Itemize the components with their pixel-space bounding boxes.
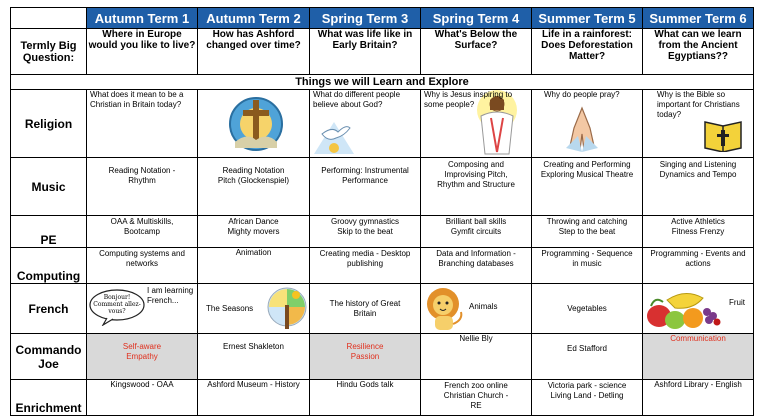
pe-cell-5: Throwing and catching Step to the beat [532, 216, 643, 248]
religion-cell-6 [643, 90, 754, 158]
term-header-1: Autumn Term 1 [87, 8, 198, 29]
computing-cell-6: Programming - Events and actions [643, 248, 754, 284]
term-header-4: Spring Term 4 [421, 8, 532, 29]
commando-cell-5: Ed Stafford [532, 334, 643, 380]
religion-text-4: Why is Jesus inspiring to some people? [424, 90, 513, 109]
computing-label: Computing [11, 248, 87, 284]
music-cell-1: Reading Notation - Rhythm [87, 158, 198, 216]
praying-hands-icon [560, 106, 604, 152]
curriculum-overview [10, 7, 753, 415]
pe-cell-1: OAA & Multiskills, Bootcamp [87, 216, 198, 248]
enrichment-row [11, 380, 754, 416]
computing-cell-3: Creating media - Desktop publishing [310, 248, 421, 284]
french-text-6: Fruit [729, 298, 745, 307]
religion-text-3: What do different people believe about God? [313, 90, 401, 109]
big-question-1: Where in Europe would you like to live? [87, 29, 198, 75]
music-cell-4: Composing and Improvising Pitch, Rhythm and Structure [421, 158, 532, 216]
pe-cell-2: African Dance Mighty movers [198, 216, 310, 248]
section-row [11, 75, 754, 90]
french-text-2: The Seasons [206, 303, 254, 313]
religion-cell-1 [87, 90, 198, 158]
music-label: Music [11, 158, 87, 216]
religion-text-6: Why is the Bible so important for Christians today? [657, 90, 740, 119]
big-question-4: What's Below the Surface? [421, 29, 532, 75]
enrichment-cell-3: Hindu Gods talk [310, 380, 421, 416]
music-cell-5: Creating and Performing Exploring Musical Theatre [532, 158, 643, 216]
religion-text-5: Why do people pray? [544, 90, 620, 99]
big-question-6: What can we learn from the Ancient Egyptians?? [643, 29, 754, 75]
music-cell-6: Singing and Listening Dynamics and Tempo [643, 158, 754, 216]
enrichment-cell-2: Ashford Museum - History [198, 380, 310, 416]
big-question-label: Termly Big Question: [11, 29, 87, 75]
enrichment-cell-1: Kingswood - OAA [87, 380, 198, 416]
big-question-3: What was life like in Early Britain? [310, 29, 421, 75]
music-cell-3: Performing: Instrumental Performance [310, 158, 421, 216]
religion-cell-5 [532, 90, 643, 158]
commando-row [11, 334, 754, 380]
church-cross-icon [227, 92, 285, 152]
term-header-2: Autumn Term 2 [198, 8, 310, 29]
bible-icon [703, 118, 743, 152]
music-cell-2: Reading Notation Pitch (Glockenspiel) [198, 158, 310, 216]
french-cell-1 [87, 284, 198, 334]
french-cell-6 [643, 284, 754, 334]
section-title: Things we will Learn and Explore [11, 75, 754, 90]
french-cell-3: The history of Great Britain [310, 284, 421, 334]
enrichment-cell-6: Ashford Library - English [643, 380, 754, 416]
term-header-3: Spring Term 3 [310, 8, 421, 29]
religion-cell-3 [310, 90, 421, 158]
bonjour-bubble-text: Bonjour! Comment allez-vous? [93, 294, 141, 315]
religion-cell-2 [198, 90, 310, 158]
commando-cell-6: Communication [643, 334, 754, 380]
computing-cell-2: Animation [198, 248, 310, 284]
big-question-2: How has Ashford changed over time? [198, 29, 310, 75]
french-label: French [11, 284, 87, 334]
french-text-1: I am learning French... [147, 286, 194, 305]
religion-row [11, 90, 754, 158]
pe-cell-4: Brilliant ball skills Gymfit circuits [421, 216, 532, 248]
computing-cell-5: Programming - Sequence in music [532, 248, 643, 284]
religion-label: Religion [11, 90, 87, 158]
computing-row [11, 248, 754, 284]
big-question-row [11, 29, 754, 75]
curriculum-table [10, 7, 754, 416]
corner-cell [11, 8, 87, 29]
pe-cell-3: Groovy gymnastics Skip to the beat [310, 216, 421, 248]
fruit-icon [645, 286, 723, 330]
french-row [11, 284, 754, 334]
religion-text-1: What does it mean to be a Christian in Britain today? [90, 90, 184, 109]
pe-cell-6: Active Athletics Fitness Frenzy [643, 216, 754, 248]
french-text-4: Animals [469, 302, 498, 311]
computing-cell-1: Computing systems and networks [87, 248, 198, 284]
commando-cell-1: Self-aware Empathy [87, 334, 198, 380]
lion-icon [423, 286, 465, 332]
commando-cell-2: Ernest Shakleton [198, 334, 310, 380]
pe-label: PE [11, 216, 87, 248]
dove-icon [314, 114, 354, 154]
computing-cell-4: Data and Information - Branching databases [421, 248, 532, 284]
jesus-icon [469, 90, 525, 156]
big-question-5: Life in a rainforest: Does Deforestation Matter? [532, 29, 643, 75]
music-row [11, 158, 754, 216]
term-header-6: Summer Term 6 [643, 8, 754, 29]
enrichment-cell-5: Victoria park - science Living Land - Detling [532, 380, 643, 416]
religion-cell-4 [421, 90, 532, 158]
commando-cell-4: Nellie Bly [421, 334, 532, 380]
french-cell-4 [421, 284, 532, 334]
commando-cell-3: Resilience Passion [310, 334, 421, 380]
pe-row [11, 216, 754, 248]
french-cell-2 [198, 284, 310, 334]
term-header-5: Summer Term 5 [532, 8, 643, 29]
enrichment-label: Enrichment [11, 380, 87, 416]
enrichment-cell-4: French zoo online Christian Church - RE [421, 380, 532, 416]
seasons-tree-icon [266, 287, 308, 331]
french-cell-5: Vegetables [532, 284, 643, 334]
commando-label: Commando Joe [11, 334, 87, 380]
term-header-row [11, 8, 754, 29]
